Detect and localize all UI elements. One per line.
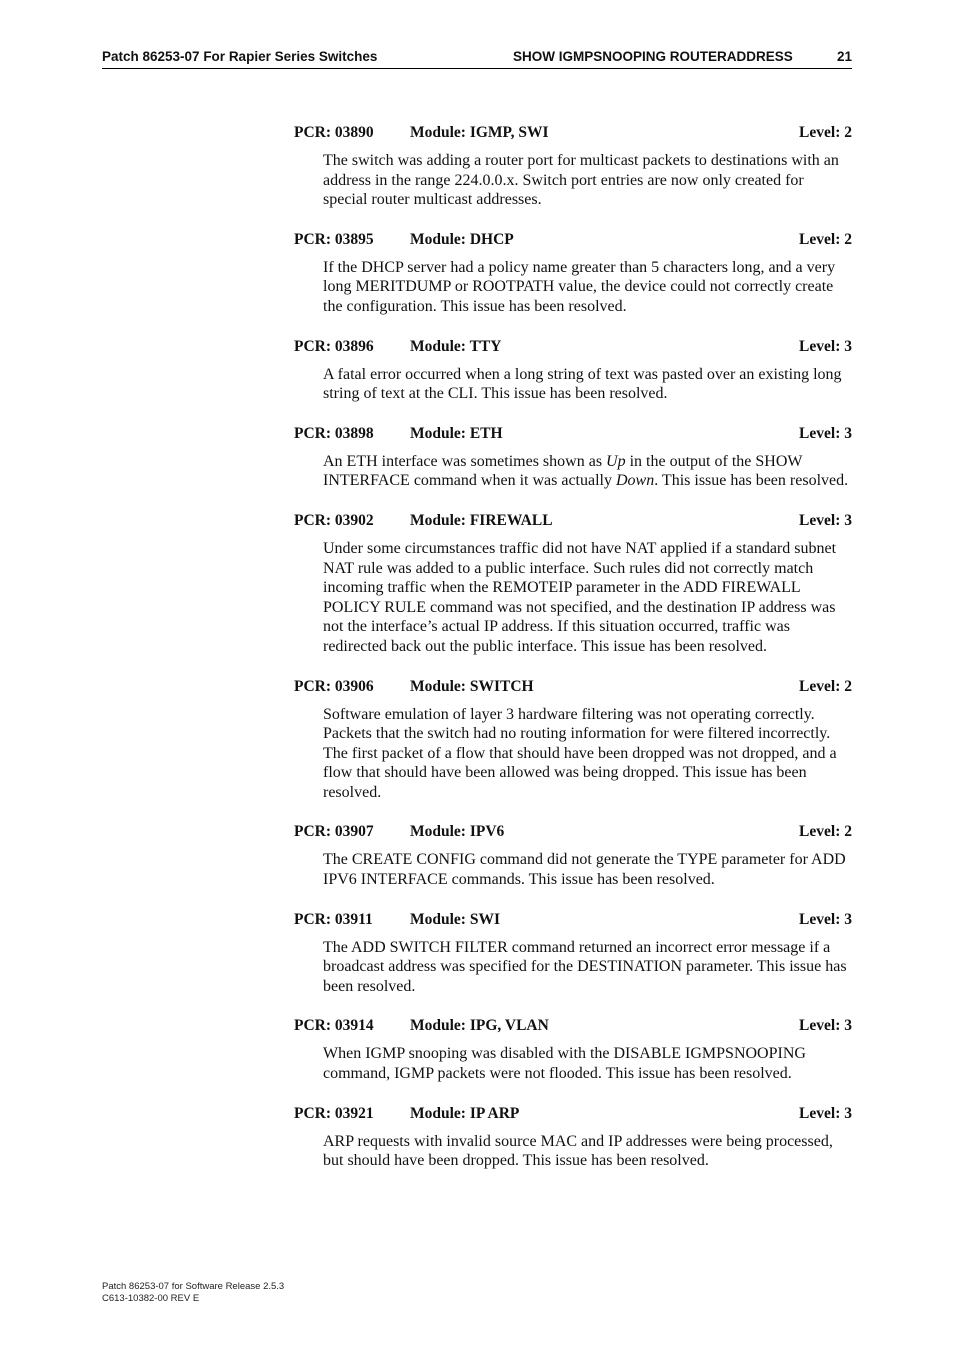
pcr-heading xyxy=(294,425,852,445)
pcr-heading xyxy=(294,678,852,698)
pcr-module: Module: IPG, VLAN xyxy=(410,1017,549,1035)
pcr-module: Module: SWI xyxy=(410,910,500,928)
header-title: Patch 86253-07 For Rapier Series Switches xyxy=(102,49,378,64)
page-header xyxy=(102,48,852,69)
pcr-level: Level: 3 xyxy=(799,1104,852,1122)
pcr-heading xyxy=(294,1105,852,1125)
header-section: SHOW IGMPSNOOPING ROUTERADDRESS xyxy=(513,49,793,64)
pcr-heading xyxy=(294,1017,852,1037)
pcr-module: Module: FIREWALL xyxy=(410,511,553,529)
pcr-entry xyxy=(294,338,852,404)
pcr-entry xyxy=(294,124,852,210)
pcr-list xyxy=(294,124,852,1192)
pcr-number: PCR: 03895 xyxy=(294,230,374,248)
pcr-module: Module: IGMP, SWI xyxy=(410,124,549,141)
pcr-entry xyxy=(294,425,852,491)
description-text: in the output of the SHOW INTERFACE command when it was actually xyxy=(323,452,803,490)
pcr-heading xyxy=(294,231,852,251)
pcr-number: PCR: 03911 xyxy=(294,910,373,928)
page-footer xyxy=(102,1281,284,1304)
pcr-number: PCR: 03921 xyxy=(294,1104,374,1122)
footer-doc-code: C613-10382-00 REV E xyxy=(102,1292,200,1304)
pcr-number: PCR: 03896 xyxy=(294,337,374,355)
pcr-description: The ADD SWITCH FILTER command returned an incorrect error message if a broadcast address was specified for the DESTINATION parameter. This issue has been resolved. xyxy=(323,938,847,995)
pcr-description: ARP requests with invalid source MAC and IP addresses were being processed, but should have been dropped. This issue has been resolved. xyxy=(323,1132,833,1170)
pcr-entry xyxy=(294,823,852,889)
pcr-heading xyxy=(294,338,852,358)
pcr-description: Software emulation of layer 3 hardware filtering was not operating correctly. Packets that the switch had no routing information for were filtered incorrectly. The first packet of a flow that should have been dropped was not dropped, and a flow that should have been allowed was being dropped. This issue has been resolved. xyxy=(323,705,837,801)
emphasis-up: Up xyxy=(606,452,626,470)
pcr-level: Level: 2 xyxy=(799,677,852,695)
pcr-number: PCR: 03906 xyxy=(294,677,374,695)
emphasis-down: Down xyxy=(615,472,655,490)
pcr-module: Module: SWITCH xyxy=(410,677,534,695)
pcr-description: A fatal error occurred when a long string of text was pasted over an existing long string of text at the CLI. This issue has been resolved. xyxy=(323,365,842,403)
pcr-module: Module: TTY xyxy=(410,337,502,355)
pcr-level: Level: 2 xyxy=(799,230,852,248)
pcr-entry xyxy=(294,1017,852,1083)
pcr-entry xyxy=(294,231,852,317)
pcr-description: If the DHCP server had a policy name greater than 5 characters long, and a very long MERITDUMP or ROOTPATH value, the device could not correctly create the configuration. This issue has been resolved. xyxy=(323,258,836,315)
pcr-number: PCR: 03914 xyxy=(294,1017,374,1035)
pcr-entry xyxy=(294,1105,852,1171)
page-number: 21 xyxy=(836,49,852,64)
pcr-number: PCR: 03902 xyxy=(294,511,374,529)
pcr-description: When IGMP snooping was disabled with the DISABLE IGMPSNOOPING command, IGMP packets were not flooded. This issue has been resolved. xyxy=(323,1045,806,1083)
pcr-module: Module: ETH xyxy=(410,424,503,442)
pcr-level: Level: 3 xyxy=(799,1017,852,1035)
pcr-heading xyxy=(294,823,852,843)
pcr-description xyxy=(323,452,852,491)
pcr-description: The switch was adding a router port for multicast packets to destinations with an address in the range 224.0.0.x. Switch port entries are now only created for special router multicast addresses. xyxy=(323,152,839,209)
pcr-number: PCR: 03890 xyxy=(294,124,374,141)
pcr-level: Level: 3 xyxy=(799,337,852,355)
pcr-number: PCR: 03898 xyxy=(294,424,374,442)
pcr-entry xyxy=(294,911,852,997)
pcr-heading xyxy=(294,512,852,532)
pcr-level: Level: 2 xyxy=(799,823,852,841)
footer-release: Patch 86253-07 for Software Release 2.5.3 xyxy=(102,1281,285,1292)
pcr-description: The CREATE CONFIG command did not generate the TYPE parameter for ADD IPV6 INTERFACE commands. This issue has been resolved. xyxy=(323,851,846,889)
pcr-entry xyxy=(294,512,852,657)
pcr-number: PCR: 03907 xyxy=(294,823,374,841)
pcr-level: Level: 3 xyxy=(799,424,852,442)
pcr-heading xyxy=(294,124,852,144)
pcr-module: Module: IPV6 xyxy=(410,823,505,841)
pcr-description: Under some circumstances traffic did not have NAT applied if a standard subnet NAT rule was added to a public interface. Such rules did not correctly match incoming traffic when the REMOTEIP parameter in the ADD FIREWALL POLICY RULE command was not specified, and the destination IP address was not the interface’s actual IP address. If this situation occurred, traffic was redirected back out the public interface. This issue has been resolved. xyxy=(323,539,837,655)
description-text: An ETH interface was sometimes shown as xyxy=(323,452,607,470)
pcr-level: Level: 3 xyxy=(799,511,852,529)
pcr-entry xyxy=(294,678,852,803)
description-text: . This issue has been resolved. xyxy=(654,472,849,490)
pcr-module: Module: IP ARP xyxy=(410,1104,520,1122)
pcr-module: Module: DHCP xyxy=(410,230,514,248)
pcr-level: Level: 3 xyxy=(799,910,852,928)
pcr-level: Level: 2 xyxy=(799,124,852,141)
pcr-heading xyxy=(294,911,852,931)
